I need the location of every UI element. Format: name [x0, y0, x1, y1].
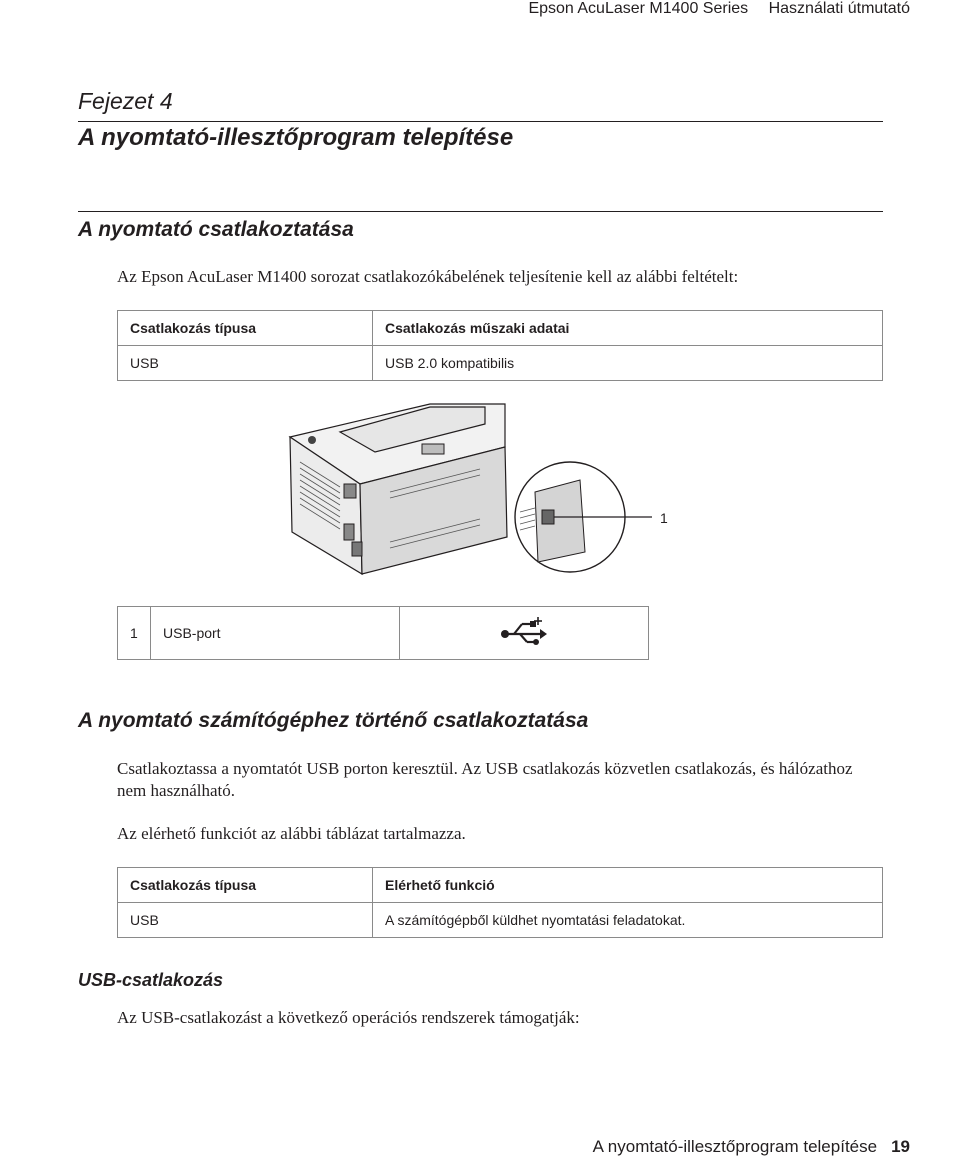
table-cell: USB 2.0 kompatibilis — [373, 346, 883, 381]
table-header-row — [118, 311, 883, 346]
section-title-usb: USB-csatlakozás — [78, 970, 224, 990]
usb-icon — [500, 617, 548, 647]
section-intro: Az Epson AcuLaser M1400 sorozat csatlakozókábelének teljesítenie kell az alábbi feltételt: — [117, 267, 739, 286]
table-header-cell: Csatlakozás típusa — [118, 311, 373, 346]
table-header-cell: Csatlakozás műszaki adatai — [373, 311, 883, 346]
section-title-connect: A nyomtató csatlakoztatása — [78, 218, 354, 241]
header-guide: Használati útmutató — [768, 0, 910, 17]
table-row — [118, 607, 649, 660]
printer-rear-illustration — [280, 392, 680, 582]
page-number: 19 — [891, 1137, 910, 1156]
chapter-rule — [78, 121, 883, 122]
figure-legend-table — [117, 606, 649, 660]
section2-paragraph-1: Csatlakoztassa a nyomtatót USB porton keresztül. Az USB csatlakozás közvetlen csatlakozás, és hálózathoz nem használható. — [117, 759, 853, 800]
table-cell: USB — [118, 346, 373, 381]
running-footer — [593, 1137, 910, 1157]
legend-icon-cell — [400, 607, 649, 660]
running-header — [512, 0, 910, 18]
table-cell: A számítógépből küldhet nyomtatási feladatokat. — [373, 903, 883, 938]
figure-callout-number: 1 — [660, 510, 668, 526]
chapter-label: Fejezet 4 — [78, 88, 173, 114]
table-row — [118, 346, 883, 381]
legend-label: USB-port — [151, 607, 400, 660]
table-row — [118, 903, 883, 938]
table-cell: USB — [118, 903, 373, 938]
section-rule — [78, 211, 883, 212]
function-table — [117, 867, 883, 938]
table-header-row — [118, 868, 883, 903]
legend-number: 1 — [118, 607, 151, 660]
table-header-cell: Csatlakozás típusa — [118, 868, 373, 903]
chapter-title: A nyomtató-illesztőprogram telepítése — [78, 124, 514, 151]
footer-title: A nyomtató-illesztőprogram telepítése — [592, 1137, 878, 1156]
connection-spec-table — [117, 310, 883, 381]
table-header-cell: Elérhető funkció — [373, 868, 883, 903]
section-title-computer-connect: A nyomtató számítógéphez történő csatlakoztatása — [78, 709, 589, 732]
header-product: Epson AcuLaser M1400 Series — [528, 0, 749, 17]
section2-paragraph-2: Az elérhető funkciót az alábbi táblázat tartalmazza. — [117, 824, 466, 843]
section3-paragraph: Az USB-csatlakozást a következő operációs rendszerek támogatják: — [117, 1008, 580, 1027]
